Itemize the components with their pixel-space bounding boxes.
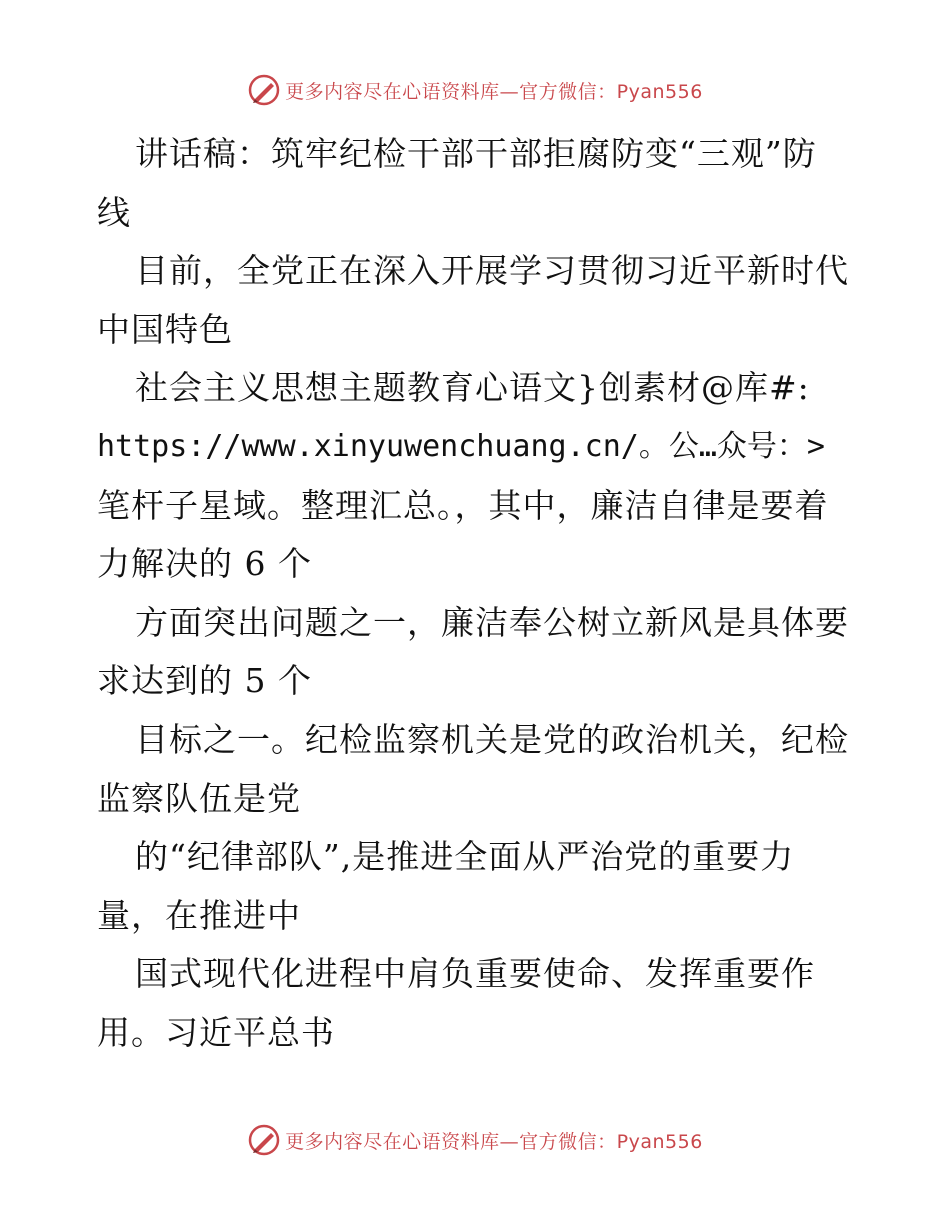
pen-logo-icon [247, 1123, 281, 1157]
paragraph [97, 359, 857, 593]
text-line: 笔杆子星域。整理汇总。，其中，廉洁自律是要着 [97, 485, 829, 525]
text-line: 目标之一。纪检监察机关是党的政治机关，纪检 [135, 719, 849, 759]
text-line: 的“纪律部队”,是推进全面从严治党的重要力 [135, 837, 795, 877]
header-banner [0, 70, 950, 110]
text-line: 中国特色 [97, 309, 233, 349]
text-line: 目前，全党正在深入开展学习贯彻习近平新时代 [135, 251, 849, 291]
text-line: 线 [97, 192, 131, 232]
wechat-id: Pyan556 [616, 80, 703, 103]
text-line: 力解决的 6 个 [97, 544, 312, 584]
text-line: 求达到的 5 个 [97, 661, 312, 701]
wechat-id: Pyan556 [616, 1130, 703, 1153]
paragraph [97, 945, 857, 1062]
paragraph [97, 242, 857, 359]
footer-banner [0, 1120, 950, 1160]
paragraph [97, 594, 857, 711]
text-line: 国式现代化进程中肩负重要使命、发挥重要作 [135, 954, 815, 994]
paragraph-title [97, 125, 857, 242]
text-line: 讲话稿：筑牢纪检干部干部拒腐防变“三观”防 [135, 134, 817, 173]
pen-logo-icon [247, 73, 281, 107]
paragraph [97, 828, 857, 945]
text-line-url: https://www.xinyuwenchuang.cn/。公…众号：> [97, 428, 825, 464]
banner-text: 更多内容尽在心语资料库—官方微信：Pyan556 [285, 1130, 703, 1153]
text-line: 量，在推进中 [97, 895, 301, 935]
text-line: 社会主义思想主题教育心语文}创素材@库#: [135, 368, 810, 408]
text-line: 方面突出问题之一，廉洁奉公树立新风是具体要 [135, 602, 849, 642]
text-line: 用。习近平总书 [97, 1012, 335, 1052]
banner-text: 更多内容尽在心语资料库—官方微信：Pyan556 [285, 80, 703, 103]
document-body [97, 125, 857, 1063]
text-line: 监察队伍是党 [97, 778, 301, 818]
paragraph [97, 711, 857, 828]
